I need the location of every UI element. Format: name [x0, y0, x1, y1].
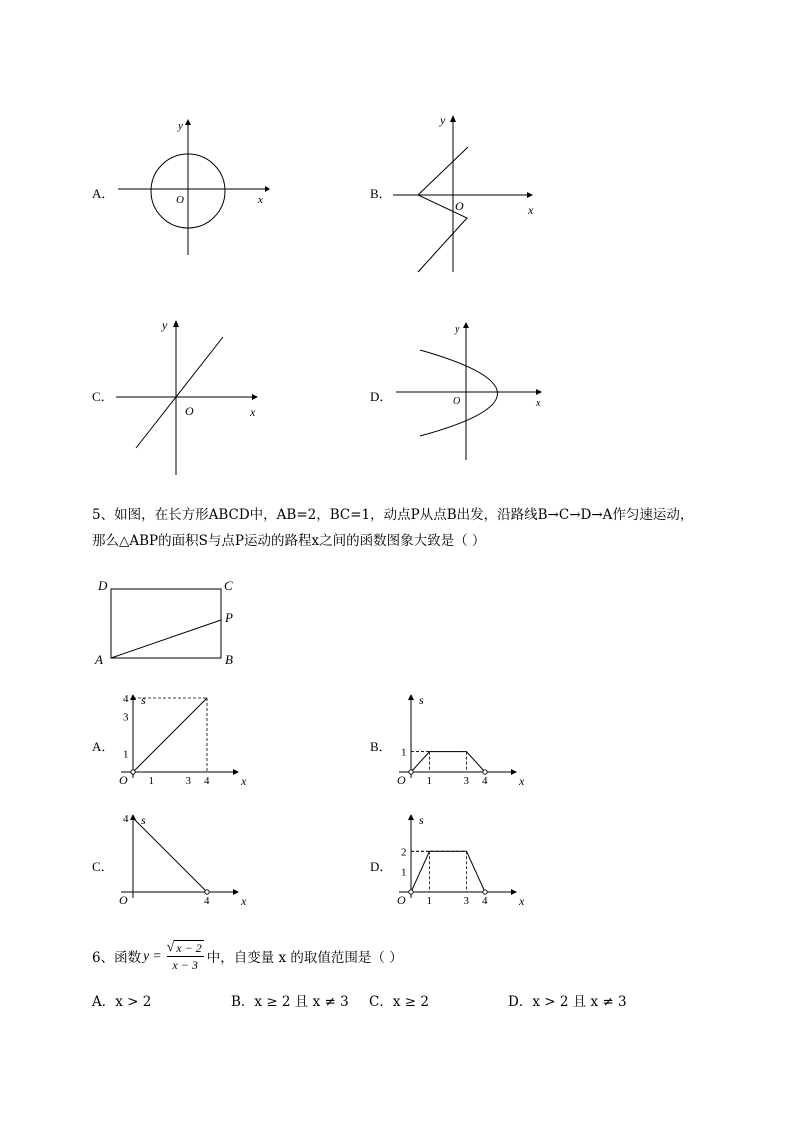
q6-numerator	[167, 940, 204, 956]
q6-y-eq: y =	[143, 948, 162, 963]
q5-chart-a	[115, 690, 245, 790]
x-axis-label: x	[528, 203, 534, 217]
label-d: D	[98, 578, 108, 593]
y-tick-label: 3	[123, 711, 129, 724]
series-line	[133, 818, 207, 892]
x-tick-label: 1	[148, 775, 154, 787]
q6-answer-a: A．x > 2	[92, 994, 152, 1010]
endpoint-marker	[483, 770, 487, 774]
origin-label: O	[185, 404, 194, 418]
q5-line1: 5、如图，在长方形ABCD中，AB=2，BC=1，动点P从点B出发，沿路线B→C→D→A作匀速运动，	[92, 507, 694, 523]
y-axis-label: s	[419, 813, 424, 827]
q5-chart-d	[393, 810, 523, 910]
q6-answer-d: D．x > 2 且 x ≠ 3	[508, 994, 627, 1010]
rectangle-abcd	[111, 589, 221, 658]
q6-radicand: x − 2	[176, 940, 202, 955]
q6-answer-b: B．x ≥ 2 且 x ≠ 3	[231, 994, 349, 1010]
x-arrow	[511, 769, 517, 775]
y-axis-label: s	[141, 693, 146, 707]
y-axis-label: y	[455, 324, 460, 335]
y-axis-label: s	[141, 813, 146, 827]
x-axis-label: x	[519, 894, 525, 908]
q4-option-c-label: C．	[92, 389, 114, 404]
endpoint-marker	[409, 890, 413, 894]
origin-label: O	[397, 773, 406, 787]
y-tick-label: 4	[123, 813, 129, 825]
origin-label: O	[453, 396, 461, 407]
x-axis-label: x	[258, 194, 263, 206]
y-axis-label: y	[178, 120, 183, 132]
q5-rectangle-figure	[90, 575, 250, 670]
y-tick-label: 4	[123, 693, 129, 705]
q4-graph-a	[110, 115, 280, 265]
q5-option-c-label: C．	[92, 859, 114, 874]
x-axis-label: x	[519, 774, 525, 788]
y-arrow	[173, 320, 179, 327]
q4-graph-c	[110, 315, 270, 480]
segment-ap	[111, 620, 221, 658]
x-arrow	[536, 389, 542, 395]
q4-option-d-label: D．	[370, 389, 393, 404]
x-axis-label: x	[241, 894, 247, 908]
y-tick-label: 1	[401, 746, 407, 759]
x-arrow	[265, 186, 270, 192]
x-axis-label: x	[536, 398, 541, 409]
endpoint-marker	[205, 890, 209, 894]
q6-fraction	[167, 940, 204, 973]
x-axis-label: x	[250, 405, 256, 419]
y-tick-label: 1	[401, 866, 407, 879]
y-arrow	[408, 694, 414, 700]
line-curve	[136, 337, 223, 448]
label-b: B	[225, 652, 233, 667]
origin-label: O	[119, 893, 128, 907]
q6-stem	[92, 938, 403, 974]
parabola-curve	[420, 350, 498, 436]
series-line	[411, 851, 485, 892]
y-arrow	[450, 115, 456, 122]
x-tick-label: 3	[185, 775, 191, 787]
q5-option-d-label: D．	[370, 859, 393, 874]
y-arrow	[408, 814, 414, 820]
origin-label: O	[455, 199, 464, 213]
x-arrow	[233, 769, 239, 775]
y-arrow	[130, 814, 136, 820]
x-tick-label: 3	[463, 895, 469, 907]
q4-graph-d	[390, 318, 550, 466]
q6-denominator: x − 3	[167, 956, 204, 973]
q4-option-a-label: A．	[92, 186, 115, 201]
x-tick-label: 4	[204, 895, 210, 907]
y-tick-label: 2	[401, 846, 407, 859]
label-a: A	[95, 652, 103, 667]
x-tick-label: 1	[426, 775, 432, 787]
q4-graph-b	[385, 110, 555, 280]
q4-option-b-label: B．	[370, 186, 392, 201]
x-tick-label: 4	[482, 775, 488, 787]
origin-label: O	[176, 194, 184, 206]
q5-option-b-label: B．	[370, 739, 392, 754]
x-arrow	[511, 889, 517, 895]
endpoint-marker	[409, 770, 413, 774]
x-arrow	[233, 889, 239, 895]
endpoint-marker	[131, 770, 135, 774]
origin-label: O	[397, 893, 406, 907]
q5-option-a-label: A．	[92, 739, 115, 754]
q5-chart-c	[115, 810, 245, 910]
label-c: C	[224, 578, 233, 593]
x-tick-label: 1	[426, 895, 432, 907]
origin-label: O	[119, 773, 128, 787]
y-arrow	[463, 322, 469, 328]
x-arrow	[252, 394, 258, 400]
sqrt-icon: √	[166, 939, 175, 955]
y-axis-label: y	[162, 318, 168, 332]
x-arrow	[527, 192, 533, 198]
y-arrow	[185, 119, 191, 125]
q6-suffix: 中，自变量 x 的取值范围是（ ）	[206, 950, 403, 966]
y-axis-label: y	[440, 113, 446, 127]
endpoint-marker	[483, 890, 487, 894]
y-tick-label: 1	[123, 748, 129, 761]
x-axis-label: x	[241, 774, 247, 788]
q6-answer-c: C．x ≥ 2	[369, 994, 429, 1010]
q5-line2: 那么△ABP的面积S与点P运动的路程x之间的函数图象大致是（ ）	[92, 533, 486, 549]
x-tick-label: 4	[482, 895, 488, 907]
y-axis-label: s	[419, 693, 424, 707]
y-arrow	[130, 694, 136, 700]
q5-chart-b	[393, 690, 523, 790]
q6-prefix: 6、函数	[92, 950, 142, 966]
label-p: P	[225, 610, 233, 625]
series-line	[133, 698, 207, 772]
x-tick-label: 4	[204, 775, 210, 787]
series-line	[411, 752, 485, 772]
x-tick-label: 3	[463, 775, 469, 787]
